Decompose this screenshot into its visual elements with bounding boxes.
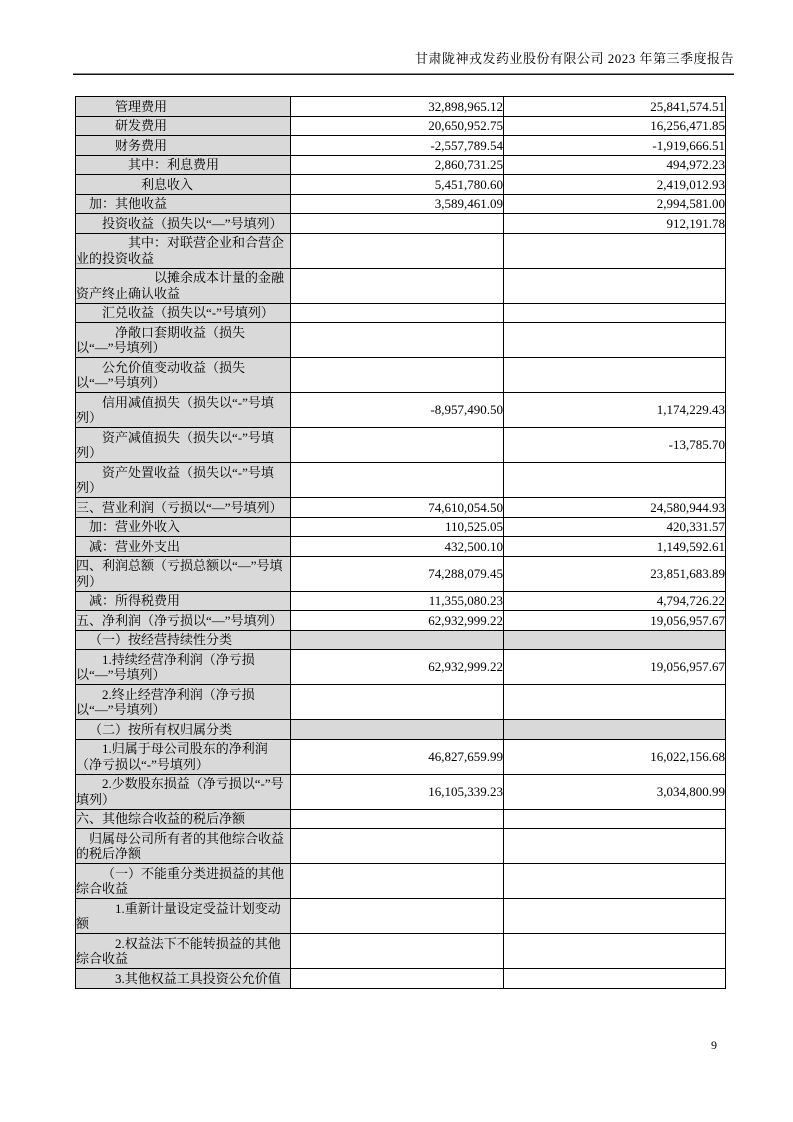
value-cell-current-period — [291, 463, 504, 498]
value-cell-prior-period: 16,256,471.85 — [504, 116, 726, 136]
value-cell-current-period: -2,557,789.54 — [291, 136, 504, 156]
row-label-cell: 五、净利润（净亏损以“—”号填列） — [76, 611, 291, 631]
value-cell-prior-period: 912,191.78 — [504, 214, 726, 234]
value-cell-prior-period: 420,331.57 — [504, 517, 726, 537]
row-label-cell: 2.权益法下不能转损益的其他综合收益 — [76, 934, 291, 969]
row-label-cell: 投资收益（损失以“—”号填列） — [76, 214, 291, 234]
row-label-cell: 四、利润总额（亏损总额以“—”号填列） — [76, 556, 291, 591]
row-label-cell: （一）按经营持续性分类 — [76, 630, 291, 650]
value-cell-prior-period: 19,056,957.67 — [504, 650, 726, 685]
table-row — [76, 116, 726, 136]
value-cell-current-period: 62,932,999.22 — [291, 611, 504, 631]
table-row — [76, 498, 726, 518]
value-cell-current-period: -8,957,490.50 — [291, 393, 504, 428]
row-label-cell: 1.归属于母公司股东的净利润（净亏损以“-”号填列） — [76, 739, 291, 774]
value-cell-current-period — [291, 899, 504, 934]
value-cell-current-period: 46,827,659.99 — [291, 739, 504, 774]
row-label-cell: 信用减值损失（损失以“-”号填列） — [76, 393, 291, 428]
value-cell-current-period: 16,105,339.23 — [291, 774, 504, 809]
value-cell-prior-period: 2,419,012.93 — [504, 175, 726, 195]
row-label-cell: （一）不能重分类进损益的其他综合收益 — [76, 864, 291, 899]
value-cell-current-period — [291, 720, 504, 740]
value-cell-current-period — [291, 809, 504, 829]
table-row — [76, 739, 726, 774]
value-cell-current-period — [291, 428, 504, 463]
table-row — [76, 323, 726, 358]
value-cell-prior-period: 494,972.23 — [504, 155, 726, 175]
header-rule — [73, 73, 734, 75]
value-cell-prior-period: 25,841,574.51 — [504, 97, 726, 117]
value-cell-prior-period — [504, 864, 726, 899]
value-cell-current-period — [291, 303, 504, 323]
value-cell-prior-period: 1,174,229.43 — [504, 393, 726, 428]
value-cell-prior-period: -13,785.70 — [504, 428, 726, 463]
value-cell-current-period — [291, 685, 504, 720]
row-label-cell: 资产处置收益（损失以“-”号填列） — [76, 463, 291, 498]
value-cell-prior-period — [504, 630, 726, 650]
row-label-cell: 1.持续经营净利润（净亏损以“—”号填列） — [76, 650, 291, 685]
row-label-cell: 3.其他权益工具投资公允价值 — [76, 969, 291, 989]
value-cell-prior-period — [504, 303, 726, 323]
row-label-cell: 以摊余成本计量的金融资产终止确认收益 — [76, 268, 291, 303]
table-row — [76, 393, 726, 428]
row-label-cell: 减：所得税费用 — [76, 591, 291, 611]
table-row — [76, 720, 726, 740]
value-cell-current-period: 2,860,731.25 — [291, 155, 504, 175]
value-cell-prior-period: 24,580,944.93 — [504, 498, 726, 518]
value-cell-current-period — [291, 829, 504, 864]
value-cell-prior-period: 23,851,683.89 — [504, 556, 726, 591]
row-label-cell: 财务费用 — [76, 136, 291, 156]
value-cell-current-period: 74,288,079.45 — [291, 556, 504, 591]
value-cell-prior-period: -1,919,666.51 — [504, 136, 726, 156]
value-cell-current-period: 62,932,999.22 — [291, 650, 504, 685]
row-label-cell: 2.终止经营净利润（净亏损以“—”号填列） — [76, 685, 291, 720]
table-row — [76, 864, 726, 899]
value-cell-prior-period — [504, 323, 726, 358]
table-row — [76, 611, 726, 631]
table-row — [76, 537, 726, 557]
value-cell-current-period: 20,650,952.75 — [291, 116, 504, 136]
value-cell-current-period: 3,589,461.09 — [291, 194, 504, 214]
value-cell-prior-period — [504, 969, 726, 989]
value-cell-current-period: 32,898,965.12 — [291, 97, 504, 117]
row-label-cell: 管理费用 — [76, 97, 291, 117]
row-label-cell: 加：营业外收入 — [76, 517, 291, 537]
row-label-cell: 三、营业利润（亏损以“—”号填列） — [76, 498, 291, 518]
table-row — [76, 136, 726, 156]
table-row — [76, 829, 726, 864]
table-row — [76, 774, 726, 809]
table-row — [76, 969, 726, 989]
value-cell-current-period — [291, 630, 504, 650]
value-cell-current-period — [291, 864, 504, 899]
value-cell-prior-period: 3,034,800.99 — [504, 774, 726, 809]
row-label-cell: 净敞口套期收益（损失以“—”号填列） — [76, 323, 291, 358]
row-label-cell: 2.少数股东损益（净亏损以“-”号填列） — [76, 774, 291, 809]
table-row — [76, 233, 726, 268]
row-label-cell: 六、其他综合收益的税后净额 — [76, 809, 291, 829]
page-header-title: 甘肃陇神戎发药业股份有限公司 2023 年第三季度报告 — [414, 51, 734, 66]
value-cell-prior-period — [504, 233, 726, 268]
value-cell-prior-period — [504, 934, 726, 969]
table-row — [76, 591, 726, 611]
value-cell-prior-period — [504, 358, 726, 393]
row-label-cell: 归属母公司所有者的其他综合收益的税后净额 — [76, 829, 291, 864]
value-cell-current-period — [291, 233, 504, 268]
table-row — [76, 899, 726, 934]
row-label-cell: 加：其他收益 — [76, 194, 291, 214]
table-row — [76, 268, 726, 303]
value-cell-prior-period: 19,056,957.67 — [504, 611, 726, 631]
value-cell-current-period: 11,355,080.23 — [291, 591, 504, 611]
table-row — [76, 155, 726, 175]
value-cell-prior-period — [504, 685, 726, 720]
value-cell-current-period — [291, 358, 504, 393]
table-row — [76, 303, 726, 323]
row-label-cell: 资产减值损失（损失以“-”号填列） — [76, 428, 291, 463]
value-cell-current-period — [291, 268, 504, 303]
table-row — [76, 556, 726, 591]
value-cell-prior-period: 16,022,156.68 — [504, 739, 726, 774]
table-row — [76, 463, 726, 498]
table-row — [76, 428, 726, 463]
value-cell-prior-period — [504, 899, 726, 934]
value-cell-prior-period — [504, 268, 726, 303]
page-number: 9 — [711, 1038, 717, 1052]
row-label-cell: 其中：对联营企业和合营企业的投资收益 — [76, 233, 291, 268]
table-row — [76, 650, 726, 685]
row-label-cell: 利息收入 — [76, 175, 291, 195]
table-row — [76, 809, 726, 829]
table-row — [76, 194, 726, 214]
value-cell-current-period — [291, 934, 504, 969]
row-label-cell: 汇兑收益（损失以“-”号填列） — [76, 303, 291, 323]
value-cell-prior-period — [504, 809, 726, 829]
income-statement-table — [75, 96, 726, 989]
row-label-cell: （二）按所有权归属分类 — [76, 720, 291, 740]
value-cell-current-period: 74,610,054.50 — [291, 498, 504, 518]
row-label-cell: 研发费用 — [76, 116, 291, 136]
value-cell-prior-period — [504, 829, 726, 864]
table-row — [76, 97, 726, 117]
value-cell-prior-period — [504, 463, 726, 498]
row-label-cell: 公允价值变动收益（损失以“—”号填列） — [76, 358, 291, 393]
table-row — [76, 685, 726, 720]
value-cell-prior-period: 1,149,592.61 — [504, 537, 726, 557]
value-cell-current-period — [291, 214, 504, 234]
row-label-cell: 其中：利息费用 — [76, 155, 291, 175]
row-label-cell: 1.重新计量设定受益计划变动额 — [76, 899, 291, 934]
value-cell-current-period — [291, 323, 504, 358]
table-row — [76, 517, 726, 537]
row-label-cell: 减：营业外支出 — [76, 537, 291, 557]
value-cell-current-period: 110,525.05 — [291, 517, 504, 537]
value-cell-current-period: 432,500.10 — [291, 537, 504, 557]
value-cell-prior-period — [504, 720, 726, 740]
table-row — [76, 358, 726, 393]
table-row — [76, 934, 726, 969]
table-row — [76, 214, 726, 234]
table-row — [76, 630, 726, 650]
value-cell-current-period: 5,451,780.60 — [291, 175, 504, 195]
table-row — [76, 175, 726, 195]
value-cell-current-period — [291, 969, 504, 989]
value-cell-prior-period: 2,994,581.00 — [504, 194, 726, 214]
value-cell-prior-period: 4,794,726.22 — [504, 591, 726, 611]
